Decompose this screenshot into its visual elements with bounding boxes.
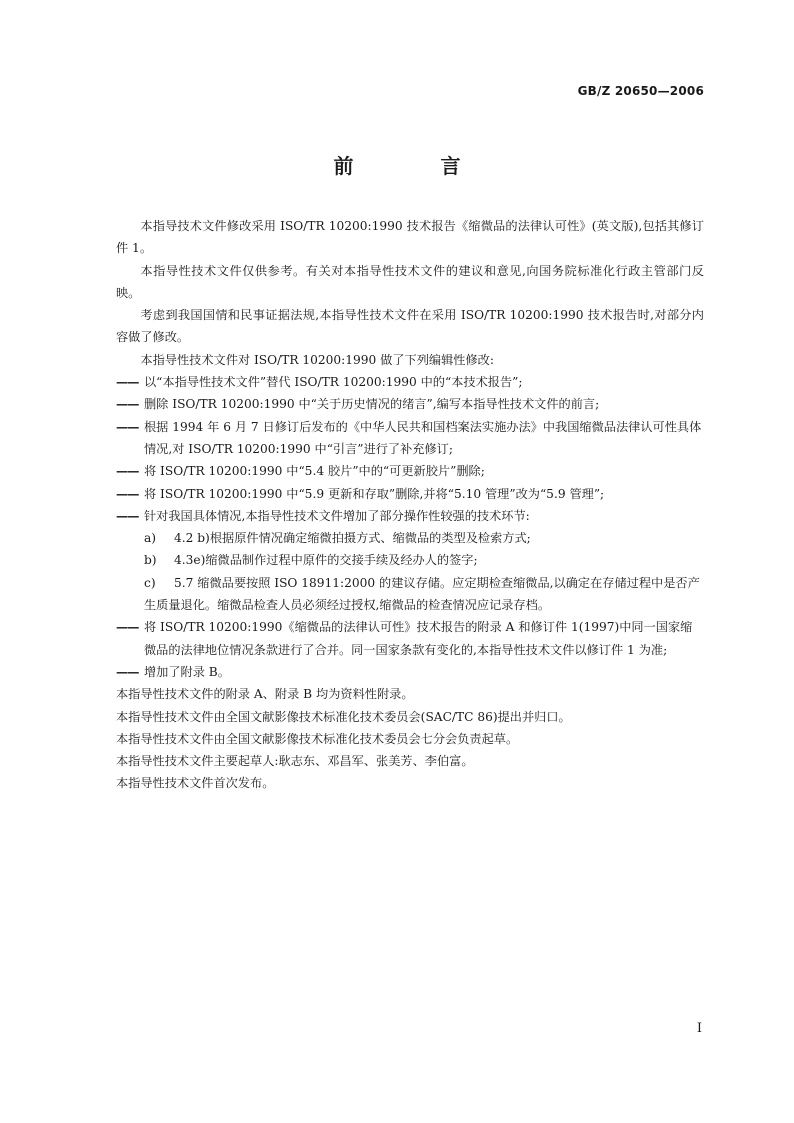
standard-code: GB/Z 20650—2006 [577,84,704,98]
page-number: I [696,1021,702,1036]
list-item [116,416,704,461]
list-item-text: 删除 ISO/TR 10200:1990 中“关于历史情况的绪言”,编写本指导性技术文件的前言; [144,397,600,412]
paragraph: 本指导性技术文件首次发布。 [116,776,275,791]
dash-mark: —— [116,620,139,635]
list-item-text: 根据 1994 年 6 月 7 日修订后发布的《中华人民共和国档案法实施办法》中我国缩微品法律认可性具体情况,对 ISO/TR 10200:1990 中“引言”进行了补充修订; [144,419,702,456]
list-item-text: 将 ISO/TR 10200:1990 中“5.9 更新和存取”删除,并将“5.10 管理”改为“5.9 管理”; [144,486,605,501]
sub-list-item [116,572,704,617]
sub-list-text: 4.2 b)根据原件情况确定缩微拍摄方式、缩微品的类型及检索方式; [174,531,531,546]
paragraph: 本指导性技术文件主要起草人:耿志东、邓昌军、张美芳、李伯富。 [116,754,474,769]
list-item [116,616,704,661]
dash-mark: —— [116,419,139,434]
paragraph: 本指导性技术文件仅供参考。有关对本指导性技术文件的建议和意见,向国务院标准化行政主管部门反映。 [116,263,704,300]
list-item [116,661,704,683]
list-item-text: 将 ISO/TR 10200:1990《缩微品的法律认可性》技术报告的附录 A 和修订件 1(1997)中同一国家缩微品的法律地位情况条款进行了合并。同一国家条款有变化的,本指导性技术文件以修订件 1 为准; [144,620,693,657]
dash-mark: —— [116,486,139,501]
foreword-body [116,215,704,795]
paragraph: 本指导性技术文件的附录 A、附录 B 均为资料性附录。 [116,687,414,702]
sub-list-text: 4.3e)缩微品制作过程中原件的交接手续及经办人的签字; [174,553,478,568]
sub-list-item [116,549,704,571]
paragraph: 本指导性技术文件由全国文献影像技术标准化技术委员会(SAC/TC 86)提出并归口。 [116,709,571,724]
list-item [116,460,704,482]
dash-mark: —— [116,664,139,679]
list-item-text: 以“本指导性技术文件”替代 ISO/TR 10200:1990 中的“本技术报告”; [144,375,523,390]
list-item [116,371,704,393]
paragraph: 本指导技术文件修改采用 ISO/TR 10200:1990 技术报告《缩微品的法律认可性》(英文版),包括其修订件 1。 [116,219,704,256]
list-item-text: 针对我国具体情况,本指导性技术文件增加了部分操作性较强的技术环节: [144,508,530,523]
paragraph: 本指导性技术文件对 ISO/TR 10200:1990 做了下列编辑性修改: [140,352,494,367]
sub-list-label: a) [144,531,157,546]
dash-mark: —— [116,375,139,390]
sub-list-label: c) [144,575,156,590]
dash-mark: —— [116,397,139,412]
list-item-text: 将 ISO/TR 10200:1990 中“5.4 胶片”中的“可更新胶片”删除; [144,464,485,479]
list-item [116,505,704,527]
list-item [116,393,704,415]
page-title: 前 言 [333,154,501,178]
sub-list-item [116,527,704,549]
dash-mark: —— [116,508,139,523]
dash-mark: —— [116,464,139,479]
list-item [116,483,704,505]
list-item-text: 增加了附录 B。 [144,664,230,679]
sub-list-text: 5.7 缩微品要按照 ISO 18911:2000 的建议存储。应定期检查缩微品,以确定在存储过程中是否产生质量退化。缩微品检查人员必须经过授权,缩微品的检查情况应记录存档。 [144,575,700,613]
sub-list-label: b) [144,553,157,568]
paragraph: 考虑到我国国情和民事证据法规,本指导性技术文件在采用 ISO/TR 10200:1990 技术报告时,对部分内容做了修改。 [116,308,704,345]
paragraph: 本指导性技术文件由全国文献影像技术标准化技术委员会七分会负责起草。 [116,731,519,746]
